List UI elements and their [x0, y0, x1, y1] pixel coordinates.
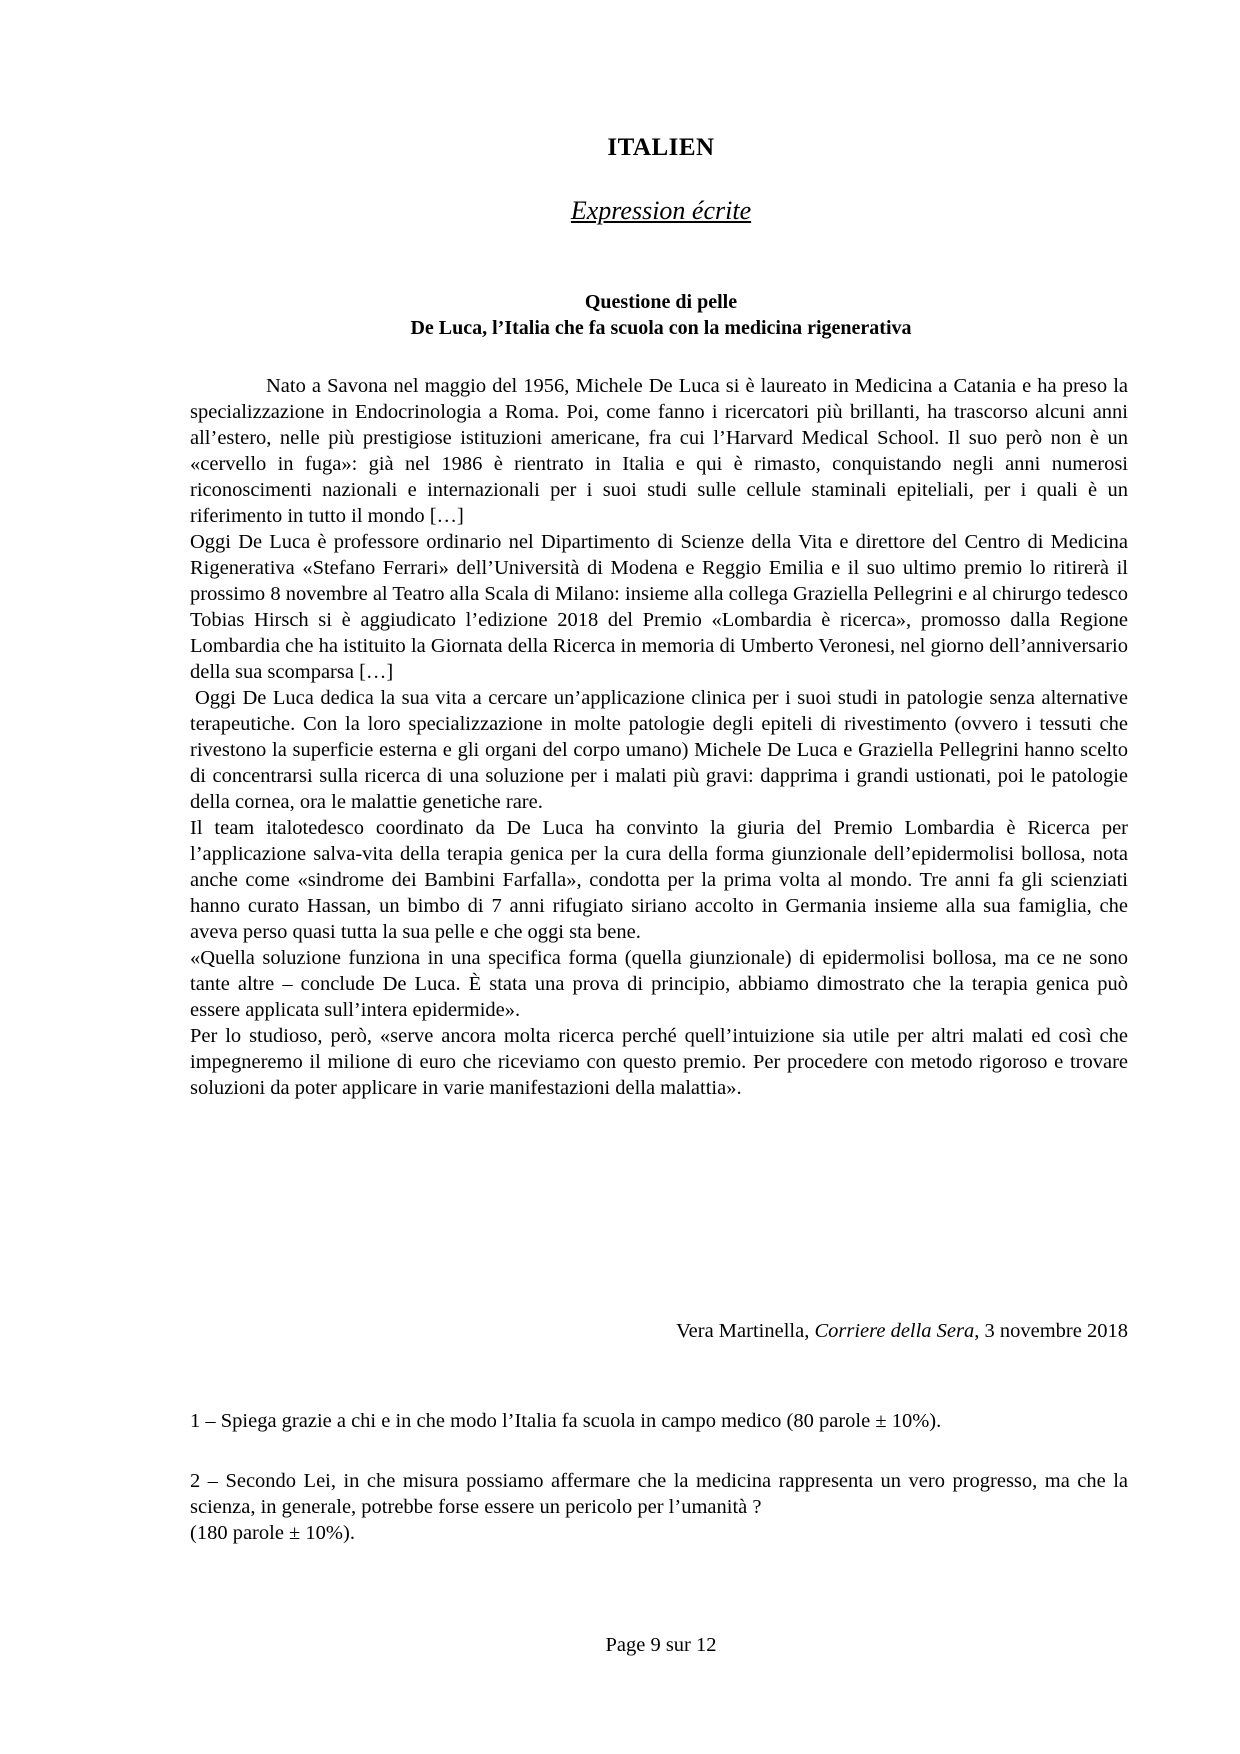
signature-date: , 3 novembre 2018 [974, 1320, 1128, 1342]
article-title: Questione di pelle [584, 291, 738, 313]
article-paragraph: «Quella soluzione funziona in una specifica forma (quella giunzionale) di epidermolisi bollosa, ma ce ne sono tante altre – conclude De Luca. È stata una prova di principio, abbiamo dimostrato che la terapia genica può essere applicata sull’intera epidermide». [190, 947, 1128, 1021]
question-2-word-count: (180 parole ± 10%). [190, 1522, 355, 1544]
page-subtitle: Expression écrite [570, 196, 752, 225]
page-title: ITALIEN [607, 134, 715, 161]
page-number: Page 9 sur 12 [605, 1634, 717, 1656]
article-signature [676, 1318, 1128, 1344]
question-2 [190, 1468, 1128, 1546]
signature-author: Vera Martinella, [676, 1320, 815, 1342]
signature-source: Corriere della Sera [814, 1320, 975, 1342]
article-subtitle: De Luca, l’Italia che fa scuola con la medicina rigenerativa [410, 317, 912, 339]
article-body [190, 373, 1128, 1101]
article-paragraph: Nato a Savona nel maggio del 1956, Michele De Luca si è laureato in Medicina a Catania e ha preso la specializzazione in Endocrinologia a Roma. Poi, come fanno i ricercatori più brillanti, ha trascorso alcuni anni all’estero, nelle più prestigiose istituzioni americane, fra cui l’Harvard Medical School. Il suo però non è un «cervello in fuga»: già nel 1986 è rientrato in Italia e qui è rimasto, conquistando negli anni numerosi riconoscimenti nazionali e internazionali per i suoi studi sulle cellule staminali epiteliali, per i quali è un riferimento in tutto il mondo […] [190, 375, 1128, 527]
question-1: 1 – Spiega grazie a chi e in che modo l’Italia fa scuola in campo medico (80 parole ± 10%). [190, 1410, 942, 1432]
article-paragraph: Oggi De Luca dedica la sua vita a cercare un’applicazione clinica per i suoi studi in patologie senza alternative terapeutiche. Con la loro specializzazione in molte patologie degli epiteli di rivestimento (ovvero i tessuti che rivestono la superficie esterna e gli organi del corpo umano) Michele De Luca e Graziella Pellegrini hanno scelto di concentrarsi sulla ricerca di una soluzione per i malati più gravi: dapprima i grandi ustionati, poi le patologie della cornea, ora le malattie genetiche rare. [190, 687, 1128, 813]
question-2-text: 2 – Secondo Lei, in che misura possiamo affermare che la medicina rappresenta un vero progresso, ma che la scienza, in generale, potrebbe forse essere un pericolo per l’umanità ? [190, 1470, 1128, 1518]
article-paragraph: Oggi De Luca è professore ordinario nel Dipartimento di Scienze della Vita e direttore del Centro di Medicina Rigenerativa «Stefano Ferrari» dell’Università di Modena e Reggio Emilia e il suo ultimo premio lo ritirerà il prossimo 8 novembre al Teatro alla Scala di Milano: insieme alla collega Graziella Pellegrini e al chirurgo tedesco Tobias Hirsch si è aggiudicato l’edizione 2018 del Premio «Lombardia è ricerca», promosso dalla Regione Lombardia che ha istituito la Giornata della Ricerca in memoria di Umberto Veronesi, nel giorno dell’anniversario della sua scomparsa […] [190, 531, 1128, 683]
article-paragraph: Il team italotedesco coordinato da De Luca ha convinto la giuria del Premio Lombardia è Ricerca per l’applicazione salva-vita della terapia genica per la cura della forma giunzionale dell’epidermolisi bollosa, nota anche come «sindrome dei Bambini Farfalla», condotta per la prima volta al mondo. Tre anni fa gli scienziati hanno curato Hassan, un bimbo di 7 anni rifugiato siriano accolto in Germania insieme alla sua famiglia, che aveva perso quasi tutta la sua pelle e che oggi sta bene. [190, 817, 1128, 943]
article-paragraph: Per lo studioso, però, «serve ancora molta ricerca perché quell’intuizione sia utile per altri malati ed così che impegneremo il milione di euro che riceviamo con questo premio. Per procedere con metodo rigoroso e trovare soluzioni da poter applicare in varie manifestazioni della malattia». [190, 1025, 1128, 1099]
